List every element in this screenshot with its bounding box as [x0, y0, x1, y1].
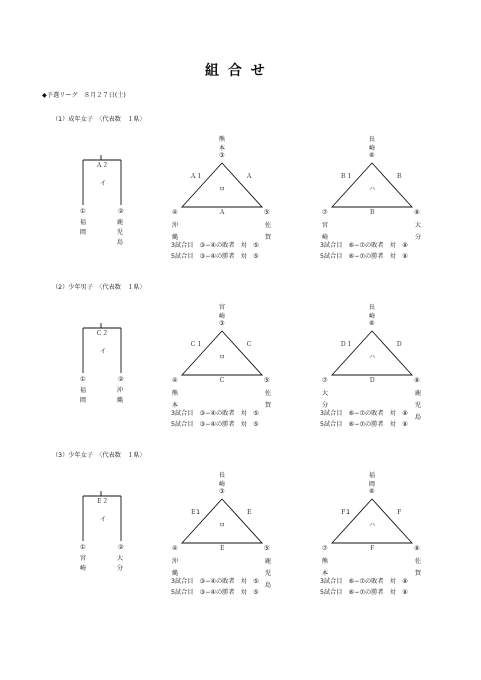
match-5-note: 5試合目 ⑥−⑦の勝者 対 ⑧ — [320, 253, 408, 260]
left-side-label: Ｅ1 — [190, 509, 201, 516]
left-side-label: Ｆ1 — [340, 509, 351, 516]
left-team-number: ④ — [172, 545, 178, 552]
left-team-name: 宮崎 — [321, 222, 329, 241]
match-5-note: 5試合目 ⑥−⑦の勝者 対 ⑧ — [320, 421, 408, 428]
top-team-number: ③ — [219, 152, 225, 159]
team-1-number: ① — [80, 208, 86, 215]
match-5-note: 5試合目 ③−④の勝者 対 ⑤ — [171, 421, 259, 428]
bottom-side-label: Ｂ — [369, 209, 376, 216]
team-2-number: ② — [118, 208, 124, 215]
right-side-label: Ｄ — [396, 341, 403, 348]
left-team-name: 熊本 — [171, 390, 179, 409]
right-team-number: ⑧ — [414, 377, 420, 384]
tri2-triangle — [332, 331, 412, 375]
bottom-side-label: Ｆ — [369, 545, 376, 552]
bracket-kana: イ — [100, 516, 107, 523]
right-team-name: 大分 — [414, 222, 422, 241]
match-3-note: 3試合目 ⑥−⑦の敗者 対 ⑧ — [320, 410, 408, 417]
match-5-note: 5試合目 ③−④の勝者 対 ⑤ — [171, 253, 259, 260]
left-team-name: 大分 — [321, 390, 329, 409]
section-heading: （2）少年男子 〈代表数 １県〉 — [52, 284, 146, 291]
left-team-name: 沖縄 — [171, 222, 179, 241]
team-2-number: ② — [118, 544, 124, 551]
top-team-name: 福岡 — [368, 472, 376, 488]
match-5-note: 5試合目 ⑥−⑦の勝者 対 ⑧ — [320, 589, 408, 596]
team-1-name: 福岡 — [79, 387, 87, 404]
triangle-center-label: ハ — [369, 186, 376, 193]
team-2-name: 鹿児島 — [116, 219, 124, 246]
team-1-name: 福岡 — [79, 219, 87, 236]
bottom-side-label: Ｅ — [219, 545, 226, 552]
match-3-note: 3試合目 ⑥−⑦の敗者 対 ⑧ — [320, 578, 408, 585]
triangle-center-label: ロ — [219, 354, 226, 361]
team-2-name: 大分 — [116, 555, 124, 572]
triangle-center-label: ハ — [369, 354, 376, 361]
match-3-note: 3試合目 ③−④の敗者 対 ⑤ — [171, 410, 259, 417]
schedule-label: ◆予選リーグ ８月２７日(土) — [42, 92, 126, 99]
right-team-name: 佐賀 — [264, 390, 272, 409]
team-2-name: 沖縄 — [116, 387, 124, 404]
top-team-number: ③ — [219, 488, 225, 495]
match-3-note: 3試合目 ⑥−⑦の敗者 対 ⑧ — [320, 242, 408, 249]
tri2-triangle — [332, 163, 412, 207]
tri1-triangle — [182, 163, 262, 207]
left-team-number: ④ — [172, 377, 178, 384]
top-team-number: ③ — [219, 320, 225, 327]
bottom-side-label: Ｄ — [369, 377, 376, 384]
triangle-center-label: ロ — [219, 522, 226, 529]
left-team-name: 熊本 — [321, 558, 329, 577]
bracket-kana: イ — [100, 180, 107, 187]
team-2-number: ② — [118, 376, 124, 383]
left-team-name: 沖縄 — [171, 558, 179, 577]
triangle-center-label: ロ — [219, 186, 226, 193]
bracket-kana: イ — [100, 348, 107, 355]
left-side-label: Ｂ１ — [340, 173, 353, 180]
left-team-number: ⑦ — [322, 209, 328, 216]
team-1-name: 宮崎 — [79, 555, 87, 572]
team-1-number: ① — [80, 376, 86, 383]
left-team-number: ④ — [172, 209, 178, 216]
page-title: 組 合 せ — [205, 63, 267, 79]
left-team-number: ⑦ — [322, 377, 328, 384]
top-team-name: 熊本 — [218, 136, 226, 152]
right-team-number: ⑤ — [264, 545, 270, 552]
bracket-code: Ａ２ — [96, 162, 109, 169]
left-team-number: ⑦ — [322, 545, 328, 552]
top-team-name: 宮崎 — [218, 304, 226, 320]
right-team-name: 鹿児島 — [414, 390, 422, 421]
bracket-code: Ｅ２ — [96, 498, 109, 505]
right-side-label: Ｂ — [396, 173, 403, 180]
right-side-label: Ｃ — [246, 341, 253, 348]
match-5-note: 5試合目 ③−④の勝者 対 ⑤ — [171, 589, 259, 596]
top-team-number: ⑥ — [369, 320, 375, 327]
section-heading: （3）少年女子 〈代表数 １県〉 — [52, 452, 146, 459]
right-side-label: Ｆ — [396, 509, 403, 516]
triangle-center-label: ハ — [369, 522, 376, 529]
top-team-name: 長崎 — [368, 136, 376, 152]
tri1-triangle — [182, 331, 262, 375]
top-team-number: ⑥ — [369, 152, 375, 159]
match-3-note: 3試合目 ③−④の敗者 対 ⑤ — [171, 578, 259, 585]
bracket-code: Ｃ２ — [96, 330, 109, 337]
top-team-name: 長崎 — [368, 304, 376, 320]
team-1-number: ① — [80, 544, 86, 551]
left-side-label: Ｄ１ — [340, 341, 353, 348]
tri1-triangle — [182, 499, 262, 543]
right-team-name: 佐賀 — [264, 222, 272, 241]
right-side-label: Ａ — [246, 173, 253, 180]
top-team-name: 長崎 — [218, 472, 226, 488]
top-team-number: ⑥ — [369, 488, 375, 495]
bottom-side-label: Ａ — [219, 209, 226, 216]
right-team-number: ⑧ — [414, 545, 420, 552]
tri2-triangle — [332, 499, 412, 543]
right-team-number: ⑧ — [414, 209, 420, 216]
right-team-name: 鹿児島 — [264, 558, 272, 589]
right-team-number: ⑤ — [264, 377, 270, 384]
right-team-name: 佐賀 — [414, 558, 422, 577]
match-3-note: 3試合目 ③−④の敗者 対 ⑤ — [171, 242, 259, 249]
section-heading: （1）成年女子 〈代表数 １県〉 — [52, 116, 146, 123]
left-side-label: Ａ１ — [190, 173, 203, 180]
right-team-number: ⑤ — [264, 209, 270, 216]
right-side-label: Ｅ — [246, 509, 253, 516]
left-side-label: Ｃ１ — [190, 341, 203, 348]
bottom-side-label: Ｃ — [219, 377, 226, 384]
